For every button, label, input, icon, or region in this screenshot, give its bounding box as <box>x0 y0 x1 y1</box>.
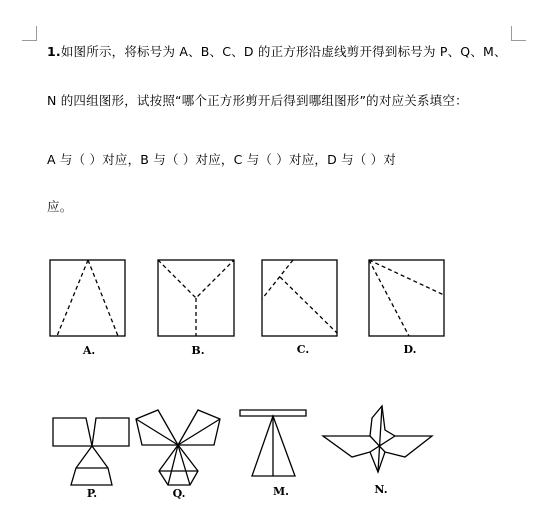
question-line-3: A 与（ ）对应，B 与（ ）对应，C 与（ ）对应，D 与（ ）对 <box>47 152 397 167</box>
shape-q <box>136 410 220 485</box>
question-line-2: N 的四组图形，试按照“哪个正方形剪开后得到哪组图形”的对应关系填空： <box>47 93 468 108</box>
square-b-label: B. <box>191 344 205 357</box>
question-number: 1. <box>47 44 61 59</box>
square-b <box>158 260 234 336</box>
square-a-label: A. <box>82 344 96 357</box>
shape-n-label: N. <box>374 483 388 496</box>
square-c <box>262 260 337 336</box>
square-c-label: C. <box>296 343 310 356</box>
square-d-label: D. <box>403 343 417 356</box>
shape-p <box>53 418 129 485</box>
question-text-1: 如图所示，将标号为 A、B、C、D 的正方形沿虚线剪开得到标号为 P、Q、M、 <box>60 44 507 59</box>
shape-m <box>240 410 306 476</box>
square-a <box>50 260 125 336</box>
square-d <box>369 260 444 336</box>
shape-n <box>323 406 432 472</box>
shape-p-label: P. <box>86 487 98 500</box>
question-line-4: 应。 <box>47 199 73 214</box>
shape-m-label: M. <box>272 485 290 498</box>
shape-q-label: Q. <box>172 487 186 500</box>
